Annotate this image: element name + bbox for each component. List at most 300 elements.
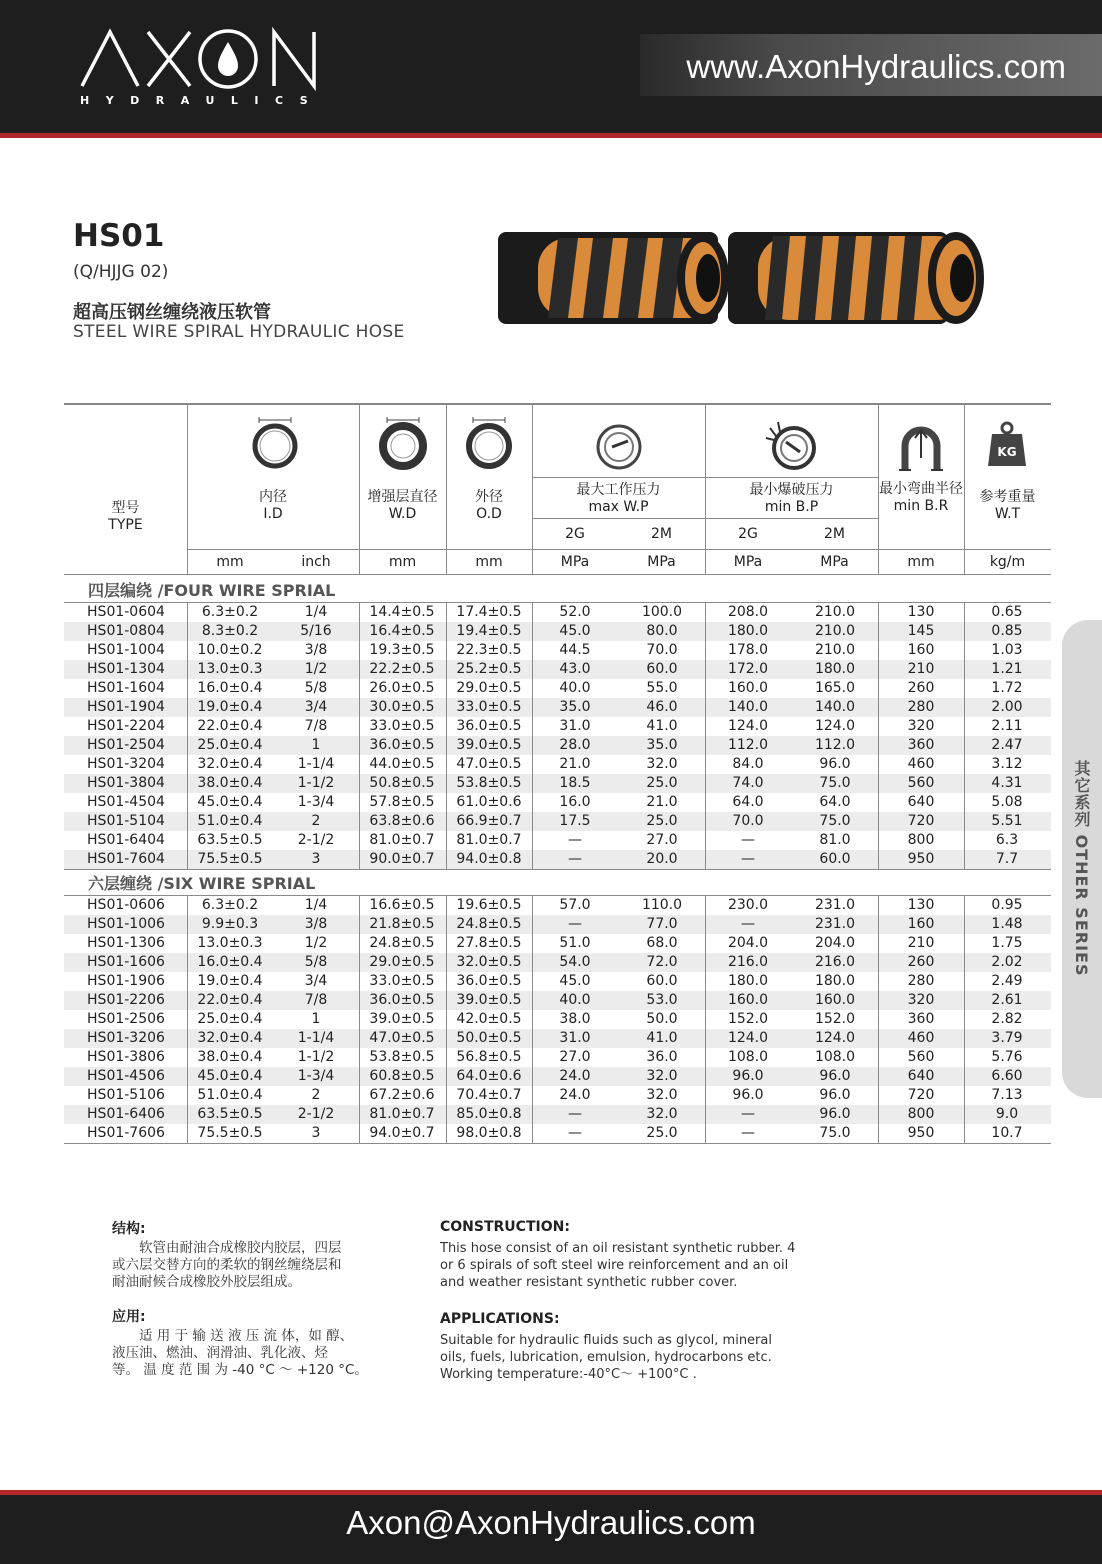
- table-cell: 1-1/4: [297, 1030, 335, 1046]
- table-cell: 63.5±0.5: [197, 1106, 263, 1122]
- table-cell: 560: [907, 775, 935, 791]
- table-cell: 5/16: [300, 623, 332, 639]
- reinforcement-diameter-icon: [379, 414, 427, 470]
- bend-radius-icon: [897, 420, 945, 472]
- table-cell: HS01-4506: [87, 1068, 165, 1084]
- table-cell: 36.0±0.5: [369, 737, 435, 753]
- table-cell: 180.0: [727, 973, 769, 989]
- table-cell: 13.0±0.3: [197, 935, 263, 951]
- table-cell: 22.3±0.5: [456, 642, 522, 658]
- table-row: [64, 736, 1051, 755]
- table-cell: HS01-3206: [87, 1030, 165, 1046]
- table-cell: 280: [907, 699, 935, 715]
- inner-diameter-icon: [251, 414, 299, 470]
- table-cell: 1: [311, 737, 321, 753]
- table-cell: 22.0±0.4: [197, 718, 263, 734]
- table-cell: 41.0: [646, 718, 678, 734]
- body-col-divider: [878, 896, 879, 1143]
- table-cell: 2-1/2: [297, 1106, 335, 1122]
- table-cell: 2: [311, 1087, 321, 1103]
- table-cell: 25.0: [646, 813, 678, 829]
- product-name-en: STEEL WIRE SPIRAL HYDRAULIC HOSE: [73, 322, 405, 342]
- applications-en-heading: APPLICATIONS:: [440, 1311, 560, 1327]
- table-row: [64, 1086, 1051, 1105]
- table-cell: 13.0±0.3: [197, 661, 263, 677]
- table-cell: HS01-0606: [87, 897, 165, 913]
- body-col-divider: [532, 896, 533, 1143]
- table-cell: 45.0±0.4: [197, 794, 263, 810]
- header-id: 内径 I.D: [259, 489, 287, 522]
- body-col-divider: [964, 603, 965, 869]
- table-cell: 145: [907, 623, 935, 639]
- unit-label: mm: [388, 554, 417, 570]
- table-cell: 40.0: [559, 680, 591, 696]
- table-cell: 19.4±0.5: [456, 623, 522, 639]
- table-cell: HS01-3804: [87, 775, 165, 791]
- table-cell: 64.0: [732, 794, 764, 810]
- table-row: [64, 603, 1051, 622]
- unit-label: kg/m: [989, 554, 1026, 570]
- table-cell: 96.0: [819, 1106, 851, 1122]
- table-row: [64, 991, 1051, 1010]
- table-cell: 24.8±0.5: [369, 935, 435, 951]
- table-cell: 950: [907, 1125, 935, 1141]
- table-cell: —: [741, 832, 755, 848]
- table-cell: 320: [907, 992, 935, 1008]
- table-cell: 17.5: [559, 813, 591, 829]
- unit-label: MPa: [560, 554, 590, 570]
- table-cell: 1.48: [991, 916, 1023, 932]
- table-cell: 204.0: [814, 935, 856, 951]
- table-cell: 24.8±0.5: [456, 916, 522, 932]
- table-cell: 43.0: [559, 661, 591, 677]
- table-cell: 32.0: [646, 756, 678, 772]
- table-cell: 110.0: [641, 897, 683, 913]
- table-cell: 5.08: [991, 794, 1023, 810]
- table-cell: 60.8±0.5: [369, 1068, 435, 1084]
- table-cell: 178.0: [727, 642, 769, 658]
- table-cell: 70.4±0.7: [456, 1087, 522, 1103]
- table-cell: 1: [311, 1011, 321, 1027]
- table-cell: 44.5: [559, 642, 591, 658]
- table-cell: 26.0±0.5: [369, 680, 435, 696]
- table-cell: 1/4: [304, 897, 328, 913]
- table-cell: 5.76: [991, 1049, 1023, 1065]
- table-cell: 81.0±0.7: [369, 832, 435, 848]
- table-cell: HS01-2504: [87, 737, 165, 753]
- table-cell: HS01-2506: [87, 1011, 165, 1027]
- table-cell: 29.0±0.5: [369, 954, 435, 970]
- header-accent-bar: [0, 133, 1102, 138]
- table-cell: 130: [907, 604, 935, 620]
- table-row: [64, 622, 1051, 641]
- table-cell: 75.5±0.5: [197, 851, 263, 867]
- table-cell: 6.60: [991, 1068, 1023, 1084]
- table-cell: 50.8±0.5: [369, 775, 435, 791]
- table-row: [64, 1124, 1051, 1143]
- table-cell: 36.0±0.5: [456, 973, 522, 989]
- table-cell: 25.0: [646, 775, 678, 791]
- table-cell: 180.0: [727, 623, 769, 639]
- table-cell: 39.0±0.5: [369, 1011, 435, 1027]
- table-cell: 1.03: [991, 642, 1023, 658]
- table-cell: 47.0±0.5: [369, 1030, 435, 1046]
- table-cell: HS01-7604: [87, 851, 165, 867]
- header-bp-2g: 2G: [738, 526, 758, 542]
- body-col-divider: [187, 896, 188, 1143]
- table-cell: 10.0±0.2: [197, 642, 263, 658]
- table-cell: 2.61: [991, 992, 1023, 1008]
- table-cell: 38.0±0.4: [197, 775, 263, 791]
- table-cell: 51.0: [559, 935, 591, 951]
- table-cell: 9.0: [995, 1106, 1019, 1122]
- table-cell: 61.0±0.6: [456, 794, 522, 810]
- table-cell: 2-1/2: [297, 832, 335, 848]
- table-cell: 160: [907, 642, 935, 658]
- table-cell: HS01-1004: [87, 642, 165, 658]
- table-cell: 25.0±0.4: [197, 737, 263, 753]
- body-col-divider: [878, 603, 879, 869]
- table-cell: 216.0: [727, 954, 769, 970]
- body-col-divider: [532, 603, 533, 869]
- side-tab-label[interactable]: 其它系列 OTHER SERIES: [1072, 760, 1091, 977]
- unit-label: inch: [301, 554, 331, 570]
- table-cell: 96.0: [819, 756, 851, 772]
- table-cell: 39.0±0.5: [456, 737, 522, 753]
- table-cell: 39.0±0.5: [456, 992, 522, 1008]
- table-cell: 38.0±0.4: [197, 1049, 263, 1065]
- table-cell: 25.2±0.5: [456, 661, 522, 677]
- header-wt: 参考重量 W.T: [979, 489, 1036, 522]
- table-cell: 124.0: [727, 1030, 769, 1046]
- table-cell: 720: [907, 1087, 935, 1103]
- table-cell: 24.0: [559, 1087, 591, 1103]
- table-cell: 108.0: [814, 1049, 856, 1065]
- table-cell: 22.0±0.4: [197, 992, 263, 1008]
- table-cell: 3/8: [304, 916, 328, 932]
- table-cell: 16.0: [559, 794, 591, 810]
- table-cell: 51.0±0.4: [197, 1087, 263, 1103]
- table-cell: —: [568, 1106, 582, 1122]
- table-cell: HS01-3204: [87, 756, 165, 772]
- table-cell: 66.9±0.7: [456, 813, 522, 829]
- table-cell: HS01-1306: [87, 935, 165, 951]
- table-cell: 16.4±0.5: [369, 623, 435, 639]
- table-row: [64, 774, 1051, 793]
- table-cell: 260: [907, 680, 935, 696]
- table-cell: 19.0±0.4: [197, 699, 263, 715]
- burst-pressure-gauge-icon: [762, 420, 822, 472]
- table-cell: HS01-1304: [87, 661, 165, 677]
- table-cell: 41.0: [646, 1030, 678, 1046]
- table-cell: 46.0: [646, 699, 678, 715]
- table-cell: 24.0: [559, 1068, 591, 1084]
- table-cell: 172.0: [727, 661, 769, 677]
- table-cell: 47.0±0.5: [456, 756, 522, 772]
- table-cell: 2.82: [991, 1011, 1023, 1027]
- table-cell: 81.0±0.7: [369, 1106, 435, 1122]
- applications-cn-heading: 应用:: [112, 1309, 146, 1325]
- table-cell: 32.0: [646, 1087, 678, 1103]
- table-row: [64, 1010, 1051, 1029]
- table-cell: HS01-7606: [87, 1125, 165, 1141]
- table-cell: 25.0±0.4: [197, 1011, 263, 1027]
- table-cell: 1.21: [991, 661, 1023, 677]
- table-cell: 320: [907, 718, 935, 734]
- table-cell: 9.9±0.3: [201, 916, 259, 932]
- table-cell: 0.65: [991, 604, 1023, 620]
- table-cell: 96.0: [819, 1068, 851, 1084]
- table-cell: 45.0: [559, 973, 591, 989]
- table-cell: 460: [907, 756, 935, 772]
- table-cell: —: [568, 832, 582, 848]
- table-cell: 5/8: [304, 954, 328, 970]
- section-title: 四层编绕 /FOUR WIRE SPRIAL: [88, 581, 336, 600]
- unit-label: MPa: [820, 554, 849, 570]
- table-row: [64, 812, 1051, 831]
- table-cell: 6.3±0.2: [201, 604, 259, 620]
- table-cell: 19.3±0.5: [369, 642, 435, 658]
- table-cell: 1/4: [304, 604, 328, 620]
- table-cell: 45.0±0.4: [197, 1068, 263, 1084]
- table-cell: 204.0: [727, 935, 769, 951]
- table-cell: 1-1/2: [297, 1049, 335, 1065]
- construction-en-text: This hose consist of an oil resistant synthetic rubber. 4 or 6 spirals of soft steel wire reinforcement and an oil and weather resistant synthetic rubber cover.: [440, 1241, 796, 1290]
- table-top-rule: [64, 403, 1051, 405]
- table-cell: 35.0: [559, 699, 591, 715]
- table-cell: 165.0: [814, 680, 856, 696]
- section-bottom-rule: [64, 1143, 1051, 1144]
- table-cell: 4.31: [991, 775, 1023, 791]
- table-cell: 96.0: [732, 1068, 764, 1084]
- table-cell: 140.0: [814, 699, 856, 715]
- table-cell: 3.79: [991, 1030, 1023, 1046]
- table-cell: 63.8±0.6: [369, 813, 435, 829]
- body-col-divider: [359, 603, 360, 869]
- table-cell: 84.0: [732, 756, 764, 772]
- table-cell: 1-1/2: [297, 775, 335, 791]
- table-cell: 30.0±0.5: [369, 699, 435, 715]
- table-cell: 180.0: [814, 973, 856, 989]
- table-cell: 3/8: [304, 642, 328, 658]
- body-col-divider: [446, 896, 447, 1143]
- table-cell: 32.0: [646, 1106, 678, 1122]
- table-cell: 20.0: [646, 851, 678, 867]
- construction-en-heading: CONSTRUCTION:: [440, 1219, 570, 1235]
- table-cell: 1/2: [304, 661, 328, 677]
- contact-email[interactable]: Axon@AxonHydraulics.com: [346, 1504, 756, 1541]
- table-cell: 7.7: [995, 851, 1019, 867]
- brand-subtitle: HYDRAULICS: [80, 94, 325, 107]
- table-cell: HS01-5106: [87, 1087, 165, 1103]
- table-cell: 36.0±0.5: [369, 992, 435, 1008]
- table-cell: 210: [907, 935, 935, 951]
- table-cell: 96.0: [732, 1087, 764, 1103]
- table-cell: —: [568, 851, 582, 867]
- table-cell: 0.95: [991, 897, 1023, 913]
- table-cell: 124.0: [814, 1030, 856, 1046]
- body-col-divider: [446, 603, 447, 869]
- table-cell: 208.0: [727, 604, 769, 620]
- table-cell: 32.0: [646, 1068, 678, 1084]
- table-cell: 2.00: [991, 699, 1023, 715]
- table-cell: 130: [907, 897, 935, 913]
- body-col-divider: [359, 896, 360, 1143]
- table-cell: 94.0±0.7: [369, 1125, 435, 1141]
- table-cell: 6.3: [995, 832, 1019, 848]
- table-cell: 51.0±0.4: [197, 813, 263, 829]
- table-cell: 50.0: [646, 1011, 678, 1027]
- product-code: HS01: [73, 218, 165, 254]
- table-cell: HS01-2206: [87, 992, 165, 1008]
- table-cell: 152.0: [814, 1011, 856, 1027]
- table-cell: 1-3/4: [297, 1068, 335, 1084]
- table-cell: 2: [311, 813, 321, 829]
- table-cell: 0.85: [991, 623, 1023, 639]
- table-cell: 720: [907, 813, 935, 829]
- table-cell: 29.0±0.5: [456, 680, 522, 696]
- table-cell: 85.0±0.8: [456, 1106, 522, 1122]
- table-cell: 800: [907, 1106, 935, 1122]
- table-row: [64, 915, 1051, 934]
- table-cell: 27.8±0.5: [456, 935, 522, 951]
- table-cell: 2.49: [991, 973, 1023, 989]
- table-cell: 216.0: [814, 954, 856, 970]
- table-cell: 53.8±0.5: [369, 1049, 435, 1065]
- table-cell: HS01-1606: [87, 954, 165, 970]
- table-cell: 124.0: [814, 718, 856, 734]
- table-cell: 96.0: [819, 1087, 851, 1103]
- table-cell: 36.0: [646, 1049, 678, 1065]
- section-title: 六层缠绕 /SIX WIRE SPRIAL: [88, 874, 316, 893]
- table-cell: 16.6±0.5: [369, 897, 435, 913]
- table-row: [64, 934, 1051, 953]
- table-cell: 64.0±0.6: [456, 1068, 522, 1084]
- table-cell: 52.0: [559, 604, 591, 620]
- units-rule: [187, 549, 1051, 550]
- table-cell: 152.0: [727, 1011, 769, 1027]
- brand-logo: [78, 24, 328, 114]
- construction-cn-heading: 结构:: [112, 1221, 146, 1237]
- table-cell: 124.0: [727, 718, 769, 734]
- table-cell: 160.0: [727, 680, 769, 696]
- hose-cutaway-image-2: [728, 220, 998, 335]
- table-cell: 63.5±0.5: [197, 832, 263, 848]
- table-cell: 94.0±0.8: [456, 851, 522, 867]
- header-bp: 最小爆破压力 min B.P: [749, 482, 834, 515]
- table-row: [64, 850, 1051, 869]
- header-br: 最小弯曲半径 min B.R: [879, 481, 963, 514]
- table-cell: 33.0±0.5: [369, 718, 435, 734]
- table-cell: 2.47: [991, 737, 1023, 753]
- table-cell: 44.0±0.5: [369, 756, 435, 772]
- table-cell: 32.0±0.4: [197, 756, 263, 772]
- table-cell: 210.0: [814, 623, 856, 639]
- table-cell: 35.0: [646, 737, 678, 753]
- table-cell: 100.0: [641, 604, 683, 620]
- table-cell: 5/8: [304, 680, 328, 696]
- table-cell: HS01-1604: [87, 680, 165, 696]
- table-cell: 108.0: [727, 1049, 769, 1065]
- table-row: [64, 831, 1051, 850]
- table-row: [64, 972, 1051, 991]
- header-od: 外径 O.D: [475, 489, 503, 522]
- table-cell: 2.02: [991, 954, 1023, 970]
- table-cell: 33.0±0.5: [369, 973, 435, 989]
- table-cell: —: [741, 916, 755, 932]
- table-cell: 32.0±0.4: [197, 1030, 263, 1046]
- table-cell: 75.0: [819, 1125, 851, 1141]
- table-cell: 27.0: [646, 832, 678, 848]
- table-cell: 74.0: [732, 775, 764, 791]
- table-cell: 180.0: [814, 661, 856, 677]
- table-cell: 56.8±0.5: [456, 1049, 522, 1065]
- table-cell: 800: [907, 832, 935, 848]
- table-cell: 1-1/4: [297, 756, 335, 772]
- table-cell: 60.0: [819, 851, 851, 867]
- table-cell: 112.0: [814, 737, 856, 753]
- table-cell: 21.0: [646, 794, 678, 810]
- table-cell: HS01-0604: [87, 604, 165, 620]
- table-cell: HS01-1006: [87, 916, 165, 932]
- construction-cn-text: 软管由耐油合成橡胶内胶层，四层 或六层交替方向的柔软的钢丝缠绕层和 耐油耐候合成橡胶外胶层组成。: [112, 1240, 342, 1290]
- table-cell: 77.0: [646, 916, 678, 932]
- table-cell: 3/4: [304, 973, 328, 989]
- table-cell: 38.0: [559, 1011, 591, 1027]
- table-cell: 81.0±0.7: [456, 832, 522, 848]
- table-cell: HS01-6406: [87, 1106, 165, 1122]
- header-wp-2m: 2M: [651, 526, 672, 542]
- pressure-icon-rule: [532, 477, 878, 478]
- table-row: [64, 1029, 1051, 1048]
- applications-cn-text: 适 用 于 输 送 液 压 流 体，如 醇、 液压油、燃油、润滑油、乳化液、烃 等。 温 度 范 围 为 -40 °C ～ +120 °C。: [112, 1328, 368, 1378]
- table-row: [64, 641, 1051, 660]
- table-cell: HS01-2204: [87, 718, 165, 734]
- table-cell: 1/2: [304, 935, 328, 951]
- table-cell: 5.51: [991, 813, 1023, 829]
- table-cell: 42.0±0.5: [456, 1011, 522, 1027]
- product-name-cn: 超高压钢丝缠绕液压软管: [73, 302, 271, 323]
- table-cell: 14.4±0.5: [369, 604, 435, 620]
- table-cell: —: [741, 1106, 755, 1122]
- table-cell: 67.2±0.6: [369, 1087, 435, 1103]
- table-cell: 1-3/4: [297, 794, 335, 810]
- body-col-divider: [705, 896, 706, 1143]
- table-cell: 60.0: [646, 661, 678, 677]
- table-cell: 33.0±0.5: [456, 699, 522, 715]
- table-cell: 98.0±0.8: [456, 1125, 522, 1141]
- section-bottom-rule: [64, 869, 1051, 870]
- body-col-divider: [964, 896, 965, 1143]
- header-wp: 最大工作压力 max W.P: [576, 482, 661, 515]
- table-cell: 19.6±0.5: [456, 897, 522, 913]
- table-cell: 160.0: [727, 992, 769, 1008]
- table-row: [64, 1067, 1051, 1086]
- table-cell: 6.3±0.2: [201, 897, 259, 913]
- unit-label: mm: [907, 554, 935, 570]
- table-cell: 60.0: [646, 973, 678, 989]
- table-cell: 16.0±0.4: [197, 680, 263, 696]
- pressure-sub-rule: [532, 518, 878, 519]
- table-cell: 460: [907, 1030, 935, 1046]
- table-cell: 10.7: [991, 1125, 1023, 1141]
- table-cell: 560: [907, 1049, 935, 1065]
- table-cell: 260: [907, 954, 935, 970]
- table-cell: 31.0: [559, 718, 591, 734]
- website-url[interactable]: www.AxonHydraulics.com: [686, 48, 1066, 85]
- table-cell: 360: [907, 737, 935, 753]
- applications-en-text: Suitable for hydraulic fluids such as glycol, mineral oils, fuels, lubrication, emulsion, hydrocarbons etc. Working temperature:-40°C～ +100°C .: [440, 1333, 772, 1382]
